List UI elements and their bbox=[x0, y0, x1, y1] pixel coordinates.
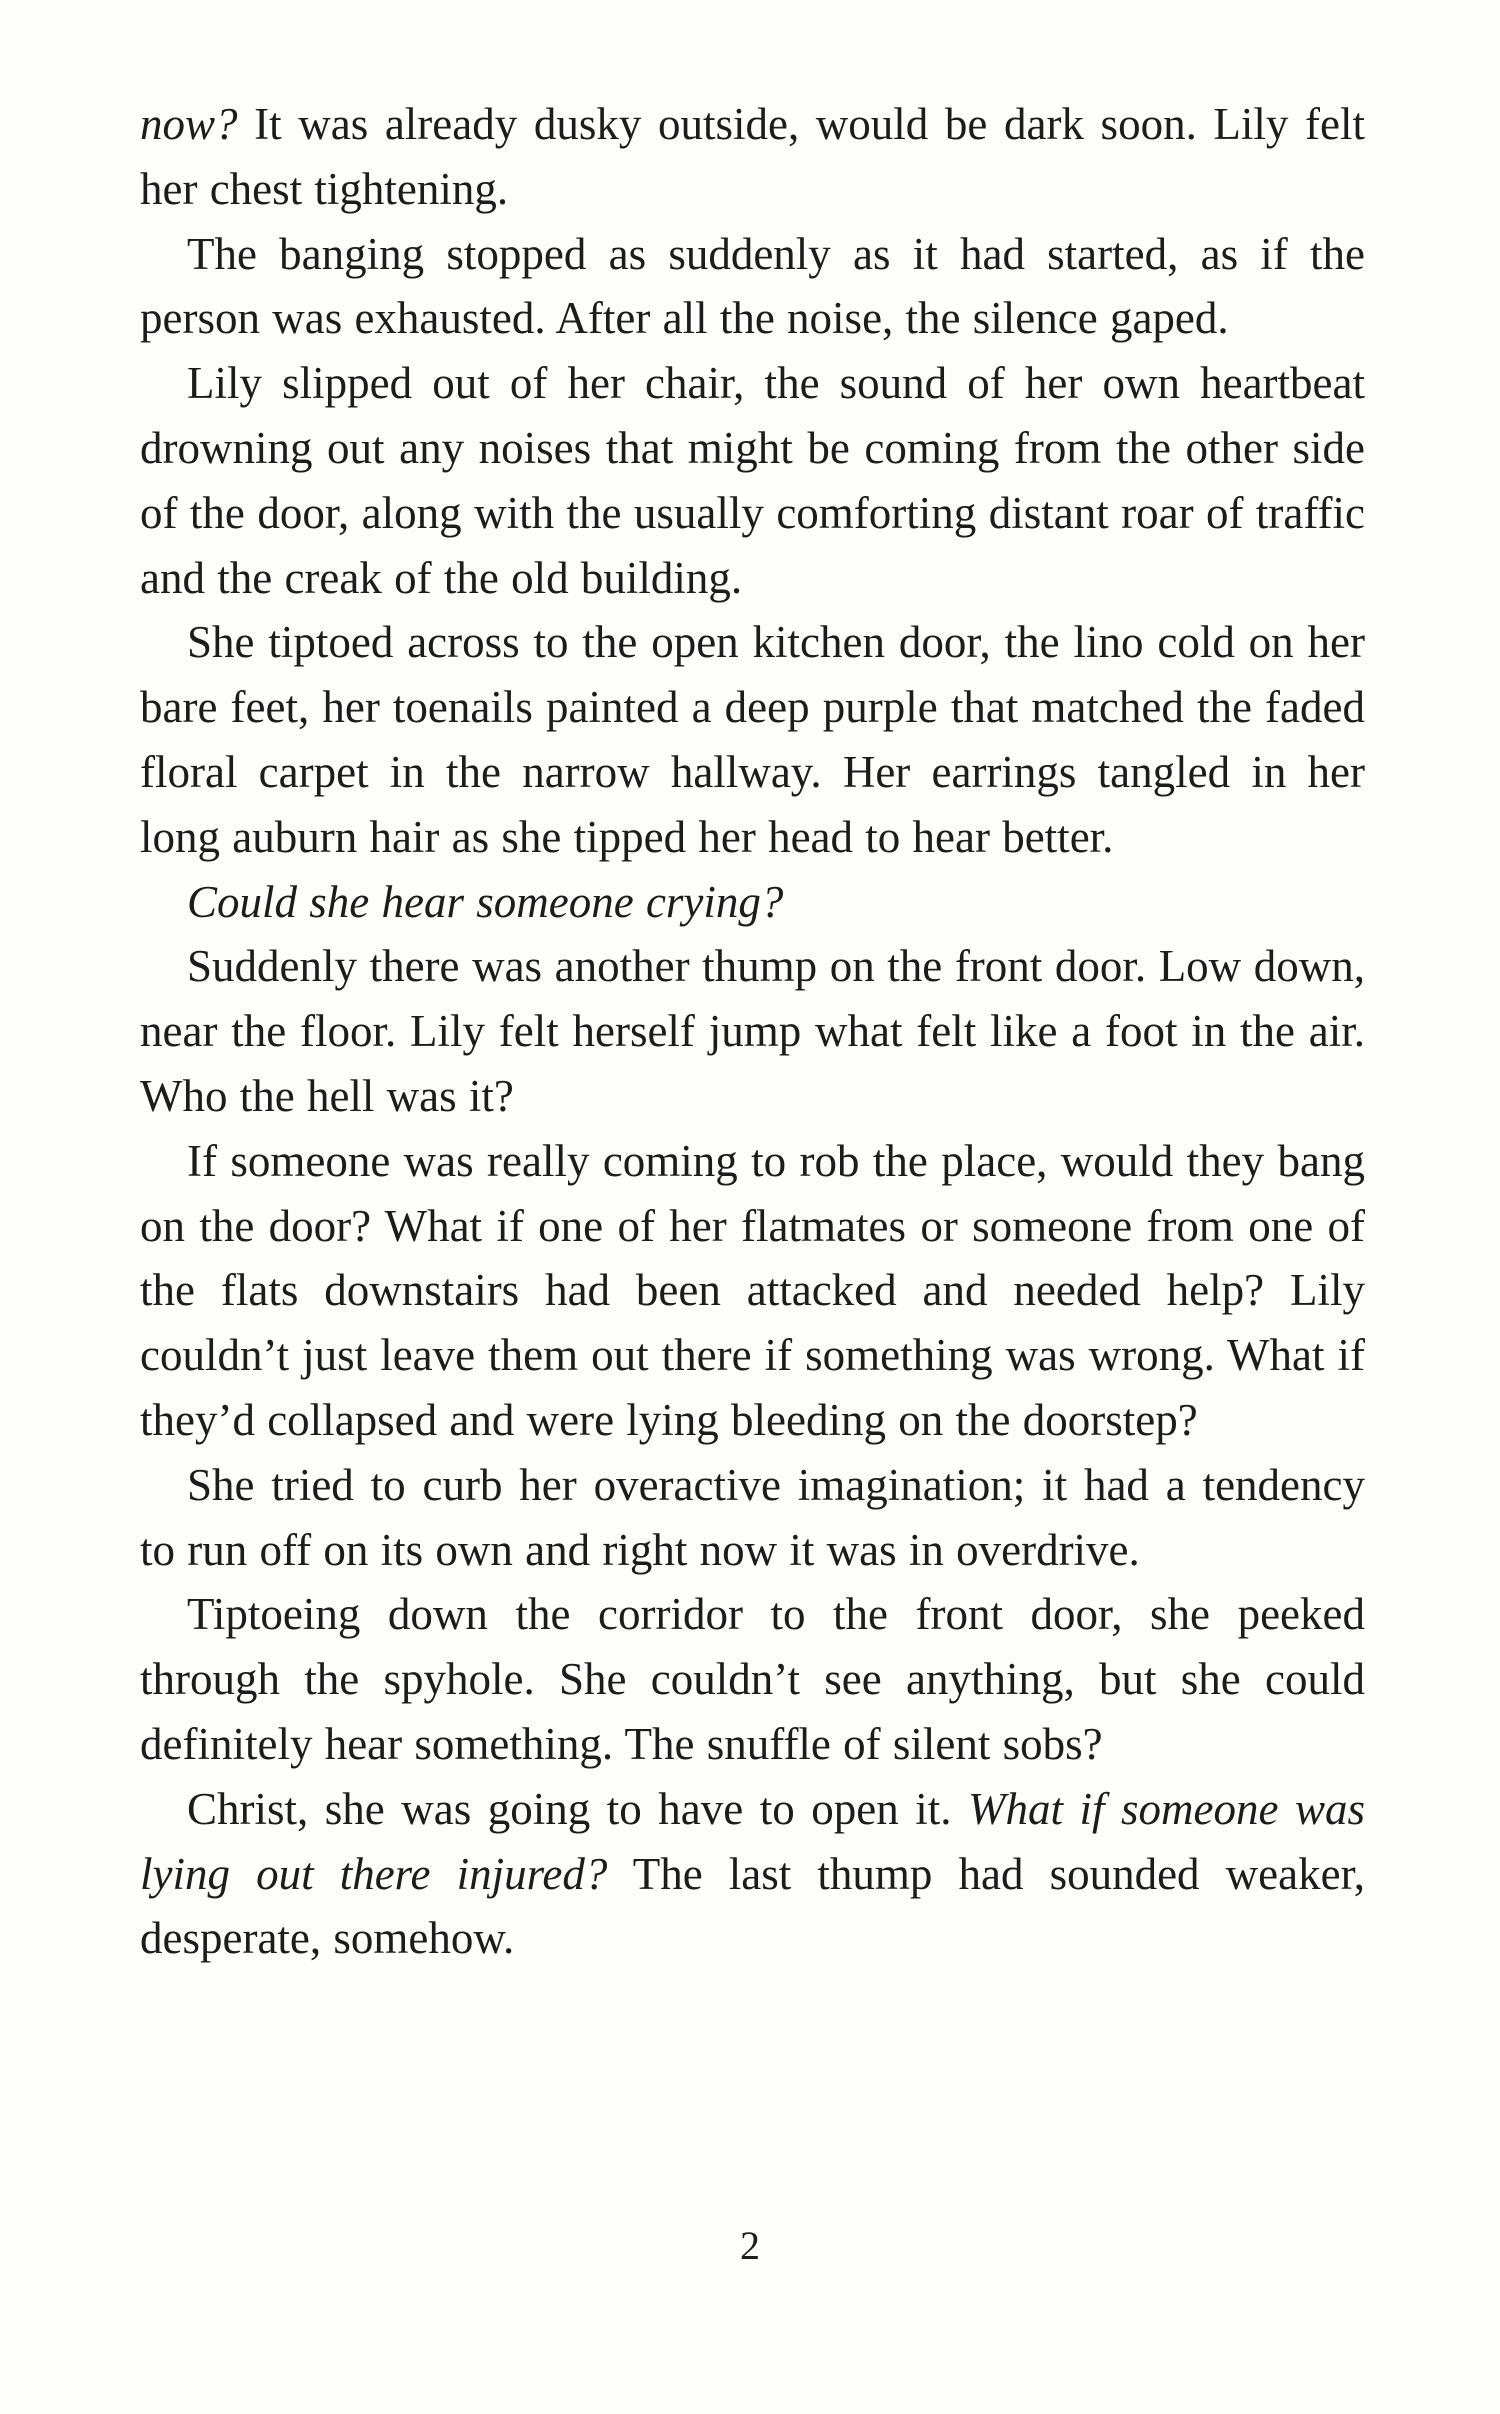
paragraph-4 bbox=[140, 610, 1365, 869]
italic-text: now? bbox=[140, 99, 238, 149]
page-number: 2 bbox=[740, 2223, 760, 2268]
italic-text: Could she hear someone crying? bbox=[187, 876, 784, 927]
paragraph-text: If someone was really coming to rob the place, would they bang on the door? What if one of her flatmates or someone from one of the flats downstairs had been attacked and needed help? Lily couldn’t just leave them out there if something was wrong. What if they’d collapsed and were lying bleeding on the doorstep? bbox=[140, 1135, 1365, 1445]
paragraph-text: Lily slipped out of her chair, the sound of her own heartbeat drowning out any noises that might be coming from the other side of the door, along with the usually comforting distant roar of traffic and the creak of the old building. bbox=[140, 358, 1365, 603]
paragraph-text: The last thump had sounded weaker, desperate, somehow. bbox=[140, 1848, 1366, 1964]
paragraph-2 bbox=[140, 222, 1365, 352]
body-text bbox=[140, 92, 1365, 1971]
paragraph-6 bbox=[140, 934, 1365, 1128]
paragraph-5 bbox=[140, 870, 1365, 935]
paragraph-text: It was already dusky outside, would be dark soon. Lily felt her chest tightening. bbox=[140, 99, 1365, 214]
paragraph-text: Tiptoeing down the corridor to the front door, she peeked through the spyhole. She couldn’t see anything, but she could definitely hear something. The snuffle of silent sobs? bbox=[140, 1589, 1365, 1769]
paragraph-8 bbox=[140, 1453, 1365, 1583]
paragraph-text: Christ, she was going to have to open it. bbox=[187, 1783, 968, 1834]
paragraph-text: She tiptoed across to the open kitchen door, the lino cold on her bare feet, her toenails painted a deep purple that matched the faded floral carpet in the narrow hallway. Her earrings tangled in her long auburn hair as she tipped her head to hear better. bbox=[140, 617, 1365, 862]
paragraph-text: Suddenly there was another thump on the front door. Low down, near the floor. Lily felt herself jump what felt like a foot in the air. Who the hell was it? bbox=[140, 941, 1365, 1121]
paragraph-9 bbox=[140, 1582, 1365, 1776]
paragraph-text: She tried to curb her overactive imagination; it had a tendency to run off on its own and right now it was in overdrive. bbox=[140, 1459, 1365, 1575]
paragraph-10 bbox=[140, 1777, 1365, 1971]
paragraph-7 bbox=[140, 1129, 1365, 1453]
paragraph-3 bbox=[140, 351, 1365, 610]
paragraph-1 bbox=[140, 92, 1365, 222]
italic-text: What if someone was lying out there injured? bbox=[140, 1783, 1365, 1899]
paragraph-text: The banging stopped as suddenly as it had started, as if the person was exhausted. After all the noise, the silence gaped. bbox=[140, 228, 1365, 344]
